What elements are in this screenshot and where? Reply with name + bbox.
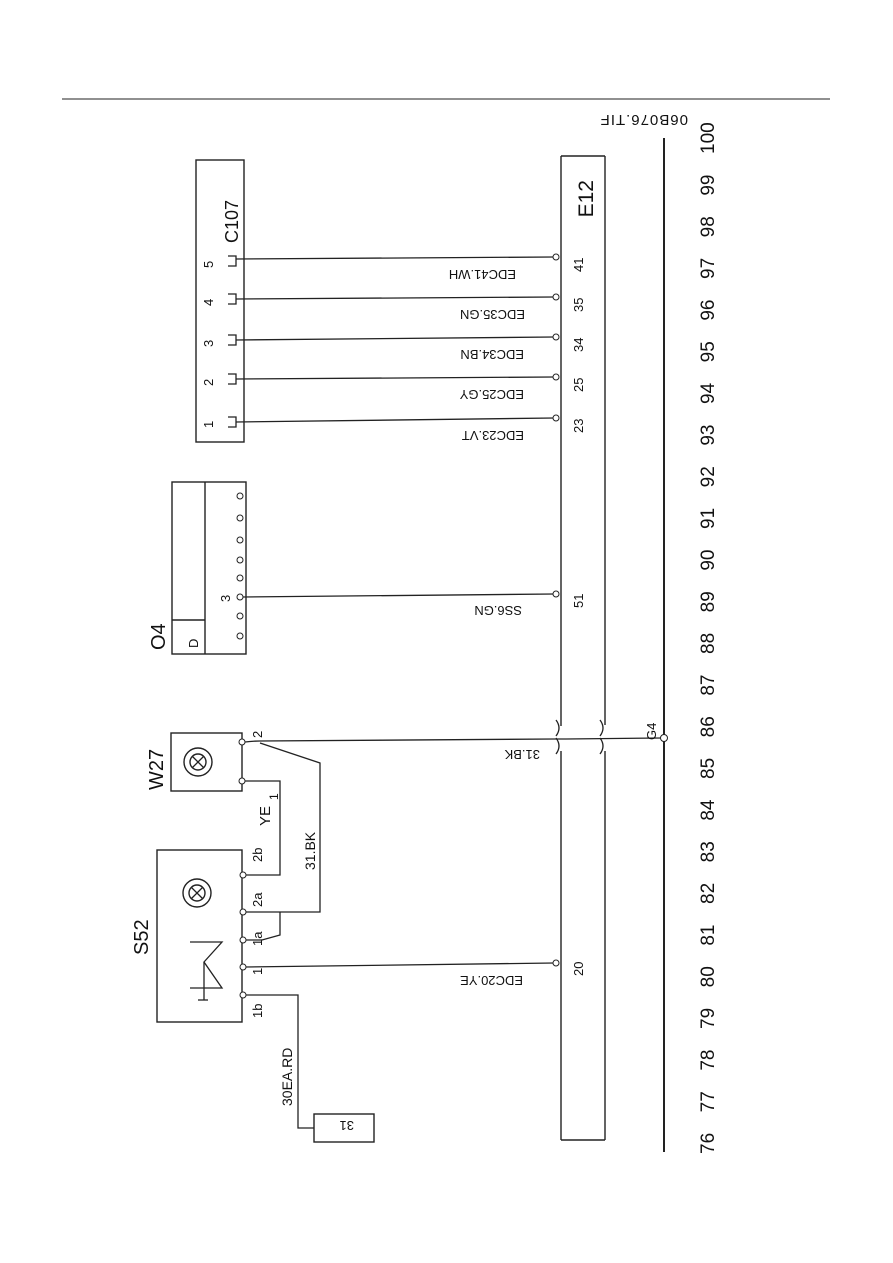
svg-text:1: 1 [250,967,265,975]
wire-edc34 [236,334,586,362]
svg-text:2b: 2b [250,847,265,862]
svg-text:31: 31 [339,1118,354,1133]
wire-ss6 [243,591,586,618]
grid-number: 91 [698,507,719,529]
svg-text:25: 25 [571,377,586,392]
svg-text:41: 41 [571,257,586,272]
svg-text:SS6.GN: SS6.GN [474,603,522,618]
svg-text:EDC25.GY: EDC25.GY [459,387,524,402]
grid-number: 80 [698,966,719,988]
svg-text:1a: 1a [250,931,265,946]
o4-label: O4 [148,623,170,650]
svg-text:23: 23 [571,418,586,433]
file-name: 06B076.TIF [599,111,688,128]
grid-number: 93 [698,424,719,446]
svg-text:EDC35.GN: EDC35.GN [459,307,525,322]
c107-pin-5 [201,256,236,268]
grid-numbers [698,122,719,1154]
s52-label: S52 [131,919,153,955]
svg-text:EDC34.BN: EDC34.BN [460,347,524,362]
block-o4 [148,482,246,654]
svg-text:3: 3 [201,339,216,347]
connector-label: C107 [222,200,242,244]
switch-s52 [131,848,280,1022]
svg-text:5: 5 [201,260,216,268]
svg-text:2a: 2a [250,892,265,907]
svg-text:30EA.RD: 30EA.RD [279,1047,295,1106]
c107-pin-1 [201,417,236,428]
svg-text:EDC20.YE: EDC20.YE [460,973,523,988]
lamp-w27 [146,731,281,826]
grid-number: 79 [698,1007,719,1029]
svg-text:2: 2 [201,378,216,386]
w27-label: W27 [146,748,168,790]
c107-pin-4 [201,294,236,306]
wire-edc25 [236,374,586,402]
grid-number: 94 [698,382,719,404]
wire-edc41 [236,254,586,282]
o4-inner-label: D [186,638,201,648]
grid-number: 89 [698,591,719,613]
ground-point-label: G4 [644,722,659,740]
grid-number: 85 [698,757,719,779]
grid-number: 97 [698,257,719,279]
grid-number: 78 [698,1049,719,1071]
grid-number: 83 [698,841,719,863]
svg-text:1b: 1b [250,1003,265,1018]
grid-number: 98 [698,216,719,238]
svg-text:EDC23.VT: EDC23.VT [461,428,524,443]
grid-number: 90 [698,549,719,571]
svg-text:51: 51 [571,593,586,608]
svg-text:1: 1 [201,420,216,428]
wire-edc23 [236,415,586,443]
grid-number: 77 [698,1091,719,1113]
svg-text:2: 2 [250,730,265,738]
svg-text:35: 35 [571,297,586,312]
grid-number: 84 [698,799,719,821]
svg-text:31.BK: 31.BK [504,747,540,762]
o4-pin-3: 3 [218,594,233,602]
grid-number: 96 [698,299,719,321]
grid-number: 92 [698,466,719,488]
svg-text:1: 1 [267,793,281,800]
ecu-label: E12 [575,180,598,218]
svg-text:YE: YE [257,805,274,826]
svg-text:34: 34 [571,337,586,352]
fuse-31 [314,1114,374,1142]
grid-number: 88 [698,632,719,654]
c107-pin-2 [201,374,236,386]
grid-number: 76 [698,1132,719,1154]
grid-number: 81 [698,924,719,946]
svg-text:EDC41.WH: EDC41.WH [448,267,516,282]
grid-number: 82 [698,882,719,904]
svg-text:4: 4 [201,298,216,306]
svg-text:20: 20 [571,961,586,976]
grid-number: 86 [698,716,719,738]
grid-number: 100 [698,122,719,154]
grid-number: 95 [698,341,719,363]
wire-edc35 [236,294,586,322]
c107-pin-3 [201,335,236,347]
grid-number: 87 [698,674,719,696]
svg-text:31.BK: 31.BK [302,831,318,870]
wire-edc20 [246,960,586,988]
grid-number: 99 [698,174,719,196]
